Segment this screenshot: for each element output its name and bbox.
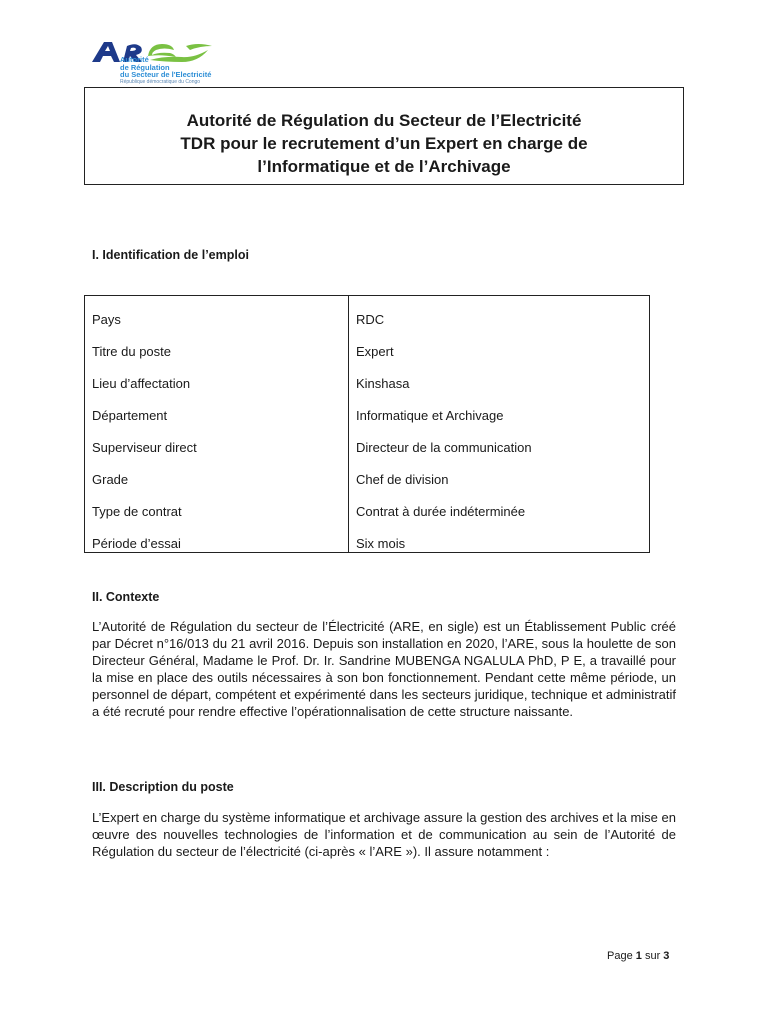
row-value: Six mois bbox=[349, 520, 650, 553]
page-number bbox=[607, 950, 669, 962]
table-row bbox=[85, 424, 650, 456]
document-title bbox=[84, 87, 684, 185]
title-line-3: l’Informatique et de l’Archivage bbox=[257, 157, 511, 176]
section-heading-identification: I. Identification de l’emploi bbox=[92, 248, 249, 262]
row-value: Contrat à durée indéterminée bbox=[349, 488, 650, 520]
contexte-paragraph: L’Autorité de Régulation du secteur de l’Électricité (ARE, en sigle) est un Établissement Public créé par Décret n°16/013 du 21 avril 2016. Depuis son installation en 2020, l’ARE, sous la houlette de son Directeur Général, Madame le Prof. Dr. Ir. Sandrine MUBENGA NGALULA PhD, P E, a travaillé pour la mise en place des outils nécessaires à son bon fonctionnement. Pendant cette même période, un personnel de départ, compétent et expérimenté dans les secteurs juridique, technique et administratif a été recruté pour rendre effective l’opérationnalisation de cette structure naissante. bbox=[92, 619, 676, 719]
row-value: Expert bbox=[349, 328, 650, 360]
row-value: Kinshasa bbox=[349, 360, 650, 392]
row-label: Superviseur direct bbox=[85, 424, 349, 456]
row-label: Lieu d’affectation bbox=[85, 360, 349, 392]
table-row bbox=[85, 456, 650, 488]
page-current: 1 bbox=[635, 950, 642, 962]
page-total: 3 bbox=[663, 950, 670, 962]
row-value: RDC bbox=[349, 296, 650, 329]
row-value: Informatique et Archivage bbox=[349, 392, 650, 424]
row-label: Grade bbox=[85, 456, 349, 488]
identification-table bbox=[84, 295, 650, 553]
row-label: Période d’essai bbox=[85, 520, 349, 553]
row-label: Type de contrat bbox=[85, 488, 349, 520]
description-paragraph: L’Expert en charge du système informatique et archivage assure la gestion des archives et la mise en œuvre des nouvelles technologies de l’information et de communication au sein de l’Autorité de Régulation du secteur de l’électricité (ci-après « l’ARE »). Il assure notamment : bbox=[92, 810, 676, 859]
section-heading-description: III. Description du poste bbox=[92, 780, 234, 794]
are-logo bbox=[90, 38, 310, 88]
row-label: Titre du poste bbox=[85, 328, 349, 360]
page-sep: sur bbox=[644, 950, 661, 962]
table-row bbox=[85, 520, 650, 553]
table-row bbox=[85, 328, 650, 360]
page-prefix: Page bbox=[607, 950, 633, 962]
section-heading-contexte: II. Contexte bbox=[92, 590, 160, 604]
title-line-2: TDR pour le recrutement d’un Expert en charge de bbox=[180, 134, 588, 153]
logo-text: Autorité de Régulation du Secteur de l'Electricité bbox=[120, 55, 212, 79]
title-line-1: Autorité de Régulation du Secteur de l’Electricité bbox=[186, 111, 582, 130]
row-value: Directeur de la communication bbox=[349, 424, 650, 456]
table-row bbox=[85, 360, 650, 392]
table-row bbox=[85, 296, 650, 329]
logo-tagline: République démocratique du Congo bbox=[120, 79, 201, 85]
table-row bbox=[85, 488, 650, 520]
table-row bbox=[85, 392, 650, 424]
row-label: Pays bbox=[85, 296, 349, 329]
row-label: Département bbox=[85, 392, 349, 424]
row-value: Chef de division bbox=[349, 456, 650, 488]
